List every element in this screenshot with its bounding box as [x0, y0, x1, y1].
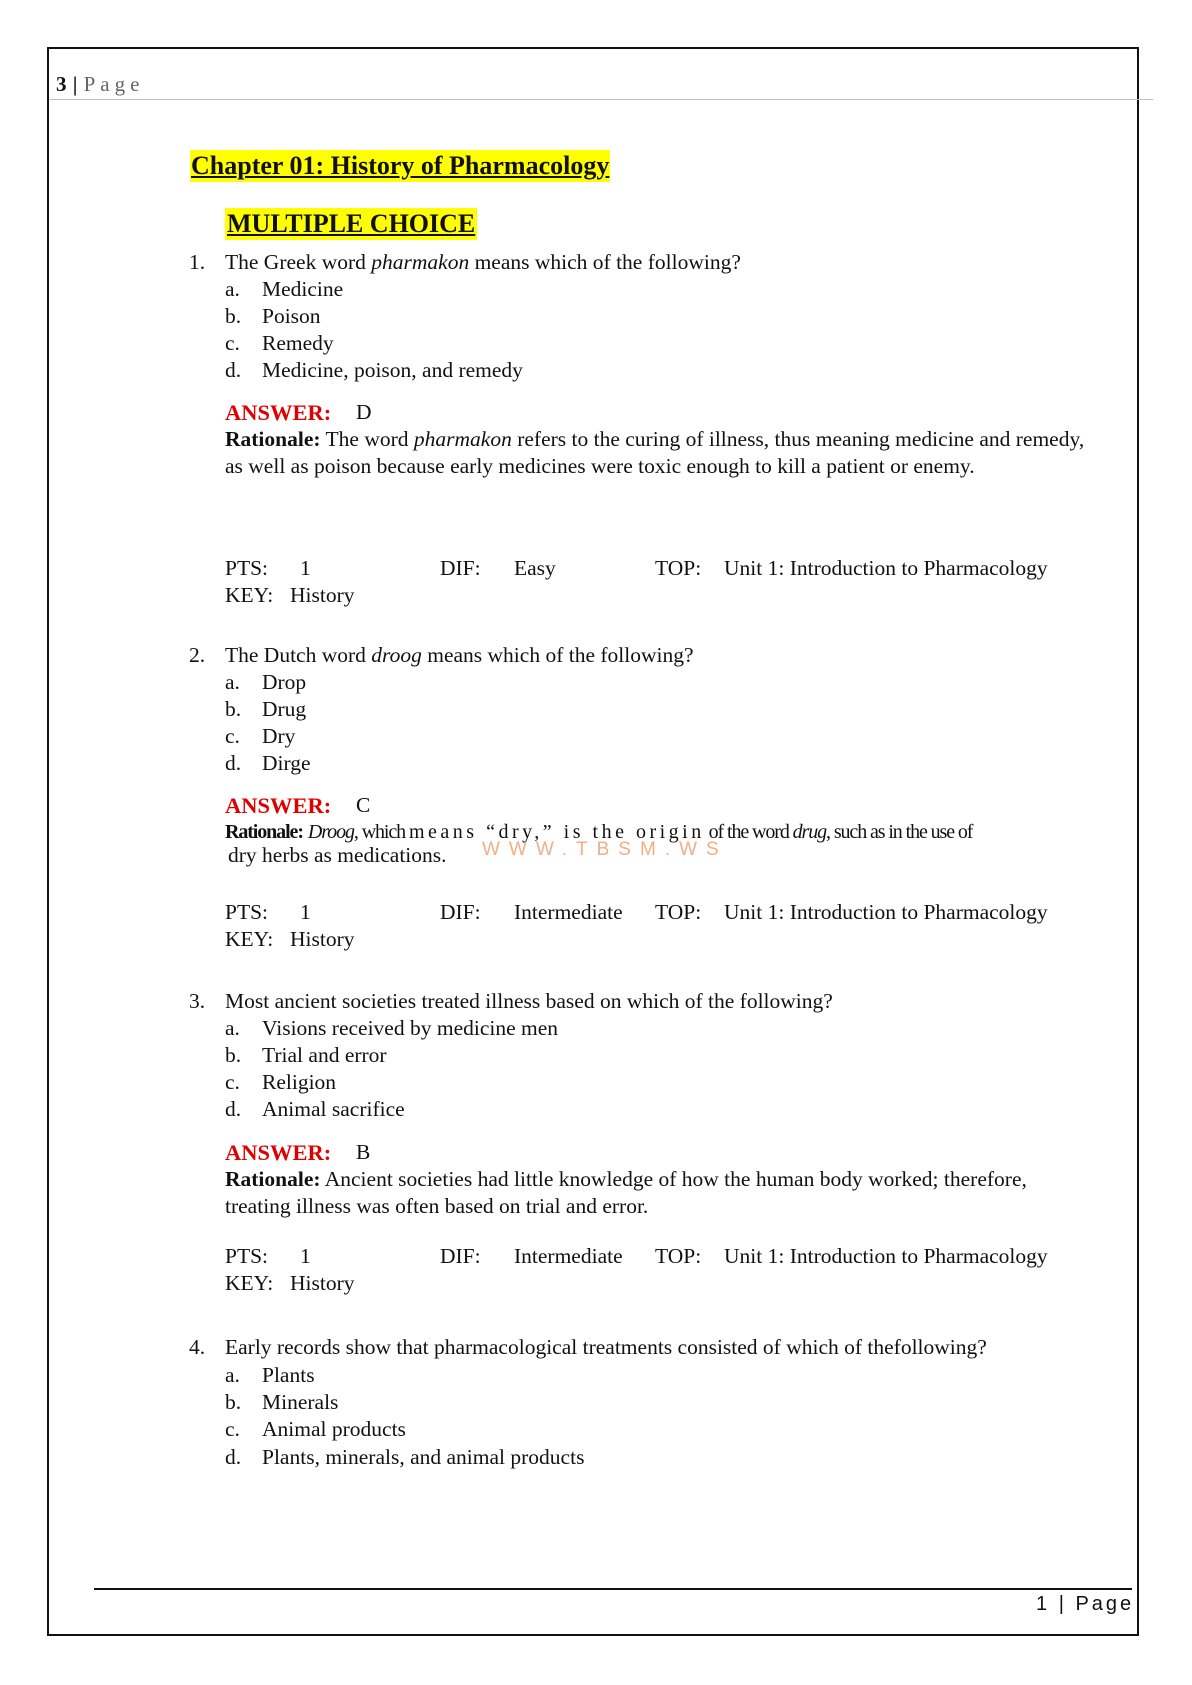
option-letter: d. — [225, 1445, 242, 1469]
option-letter: c. — [225, 331, 240, 355]
question-stem: The Greek word pharmakon means which of the following? — [225, 250, 741, 274]
pts-label: PTS: — [225, 556, 269, 580]
top-label: TOP: — [655, 556, 702, 580]
chapter-title: Chapter 01: History of Pharmacology — [191, 151, 610, 180]
option-text: Religion — [262, 1070, 337, 1094]
question-number: 3. — [189, 989, 206, 1013]
footer-separator: | — [1058, 1593, 1067, 1615]
option-letter: a. — [225, 1363, 240, 1387]
top-value: Unit 1: Introduction to Pharmacology — [724, 556, 1048, 580]
option-text: Drug — [262, 697, 307, 721]
dif-label: DIF: — [440, 900, 481, 924]
header-divider — [49, 99, 1153, 100]
option-letter: a. — [225, 277, 240, 301]
page-footer — [1036, 1593, 1134, 1616]
option-letter: c. — [225, 1417, 240, 1441]
dif-value: Easy — [514, 556, 556, 580]
option-text: Drop — [262, 670, 307, 694]
option-text: Animal products — [262, 1417, 406, 1441]
footer-page-number: 1 — [1036, 1593, 1051, 1615]
key-value: History — [290, 927, 355, 951]
option-letter: b. — [225, 1043, 242, 1067]
pts-label: PTS: — [225, 1244, 269, 1268]
option-text: Medicine — [262, 277, 344, 301]
watermark: WWW.TBSM.WS — [482, 839, 728, 860]
question-number: 1. — [189, 250, 206, 274]
question-stem: Most ancient societies treated illness based on which of the following? — [225, 989, 833, 1013]
option-text: Trial and error — [262, 1043, 387, 1067]
key-value: History — [290, 583, 355, 607]
answer-value: C — [356, 793, 371, 817]
header-page-word: Page — [83, 72, 145, 96]
option-letter: b. — [225, 304, 242, 328]
pts-label: PTS: — [225, 900, 269, 924]
dif-label: DIF: — [440, 556, 481, 580]
key-label: KEY: — [225, 927, 274, 951]
section-title: MULTIPLE CHOICE — [227, 209, 476, 238]
option-text: Visions received by medicine men — [262, 1016, 559, 1040]
key-label: KEY: — [225, 583, 274, 607]
answer-label: ANSWER: — [225, 1140, 332, 1165]
option-letter: c. — [225, 724, 240, 748]
option-text: Minerals — [262, 1390, 339, 1414]
rationale-continued: dry herbs as medications. — [228, 843, 447, 867]
option-letter: d. — [225, 751, 242, 775]
key-value: History — [290, 1271, 355, 1295]
option-text: Animal sacrifice — [262, 1097, 405, 1121]
dif-label: DIF: — [440, 1244, 481, 1268]
option-letter: a. — [225, 670, 240, 694]
top-value: Unit 1: Introduction to Pharmacology — [724, 900, 1048, 924]
option-letter: c. — [225, 1070, 240, 1094]
rationale: Rationale: Ancient societies had little knowledge of how the human body worked; therefore, treating illness was often based on trial and error. — [225, 1167, 1027, 1218]
question-number: 4. — [189, 1335, 206, 1359]
top-label: TOP: — [655, 1244, 702, 1268]
answer-label: ANSWER: — [225, 400, 332, 425]
key-label: KEY: — [225, 1271, 274, 1295]
option-text: Poison — [262, 304, 321, 328]
option-text: Plants — [262, 1363, 315, 1387]
option-letter: a. — [225, 1016, 240, 1040]
question-stem: Early records show that pharmacological treatments consisted of which of thefollowing? — [225, 1335, 987, 1359]
rationale: Rationale: Droog, which means “dry,” is the origin of the word drug, such as in the use of — [225, 821, 973, 843]
pts-value: 1 — [300, 1244, 311, 1268]
option-text: Dirge — [262, 751, 311, 775]
option-text: Plants, minerals, and animal products — [262, 1445, 585, 1469]
pts-value: 1 — [300, 900, 311, 924]
dif-value: Intermediate — [514, 1244, 623, 1268]
option-text: Medicine, poison, and remedy — [262, 358, 523, 382]
header-page-number: 3 — [56, 72, 67, 96]
page-header — [56, 72, 144, 97]
option-letter: b. — [225, 1390, 242, 1414]
rationale: Rationale: The word pharmakon refers to the curing of illness, thus meaning medicine and remedy, as well as poison because early medicines were toxic enough to kill a patient or enemy. — [225, 427, 1085, 478]
dif-value: Intermediate — [514, 900, 623, 924]
header-separator: | — [72, 72, 78, 96]
question-stem: The Dutch word droog means which of the following? — [225, 643, 694, 667]
top-value: Unit 1: Introduction to Pharmacology — [724, 1244, 1048, 1268]
pts-value: 1 — [300, 556, 311, 580]
option-text: Dry — [262, 724, 296, 748]
option-letter: b. — [225, 697, 242, 721]
top-label: TOP: — [655, 900, 702, 924]
option-letter: d. — [225, 1097, 242, 1121]
footer-divider — [94, 1588, 1132, 1590]
footer-page-word: Page — [1075, 1593, 1135, 1615]
question-number: 2. — [189, 643, 206, 667]
option-text: Remedy — [262, 331, 334, 355]
option-letter: d. — [225, 358, 242, 382]
answer-value: D — [356, 400, 372, 424]
answer-value: B — [356, 1140, 371, 1164]
answer-label: ANSWER: — [225, 793, 332, 818]
